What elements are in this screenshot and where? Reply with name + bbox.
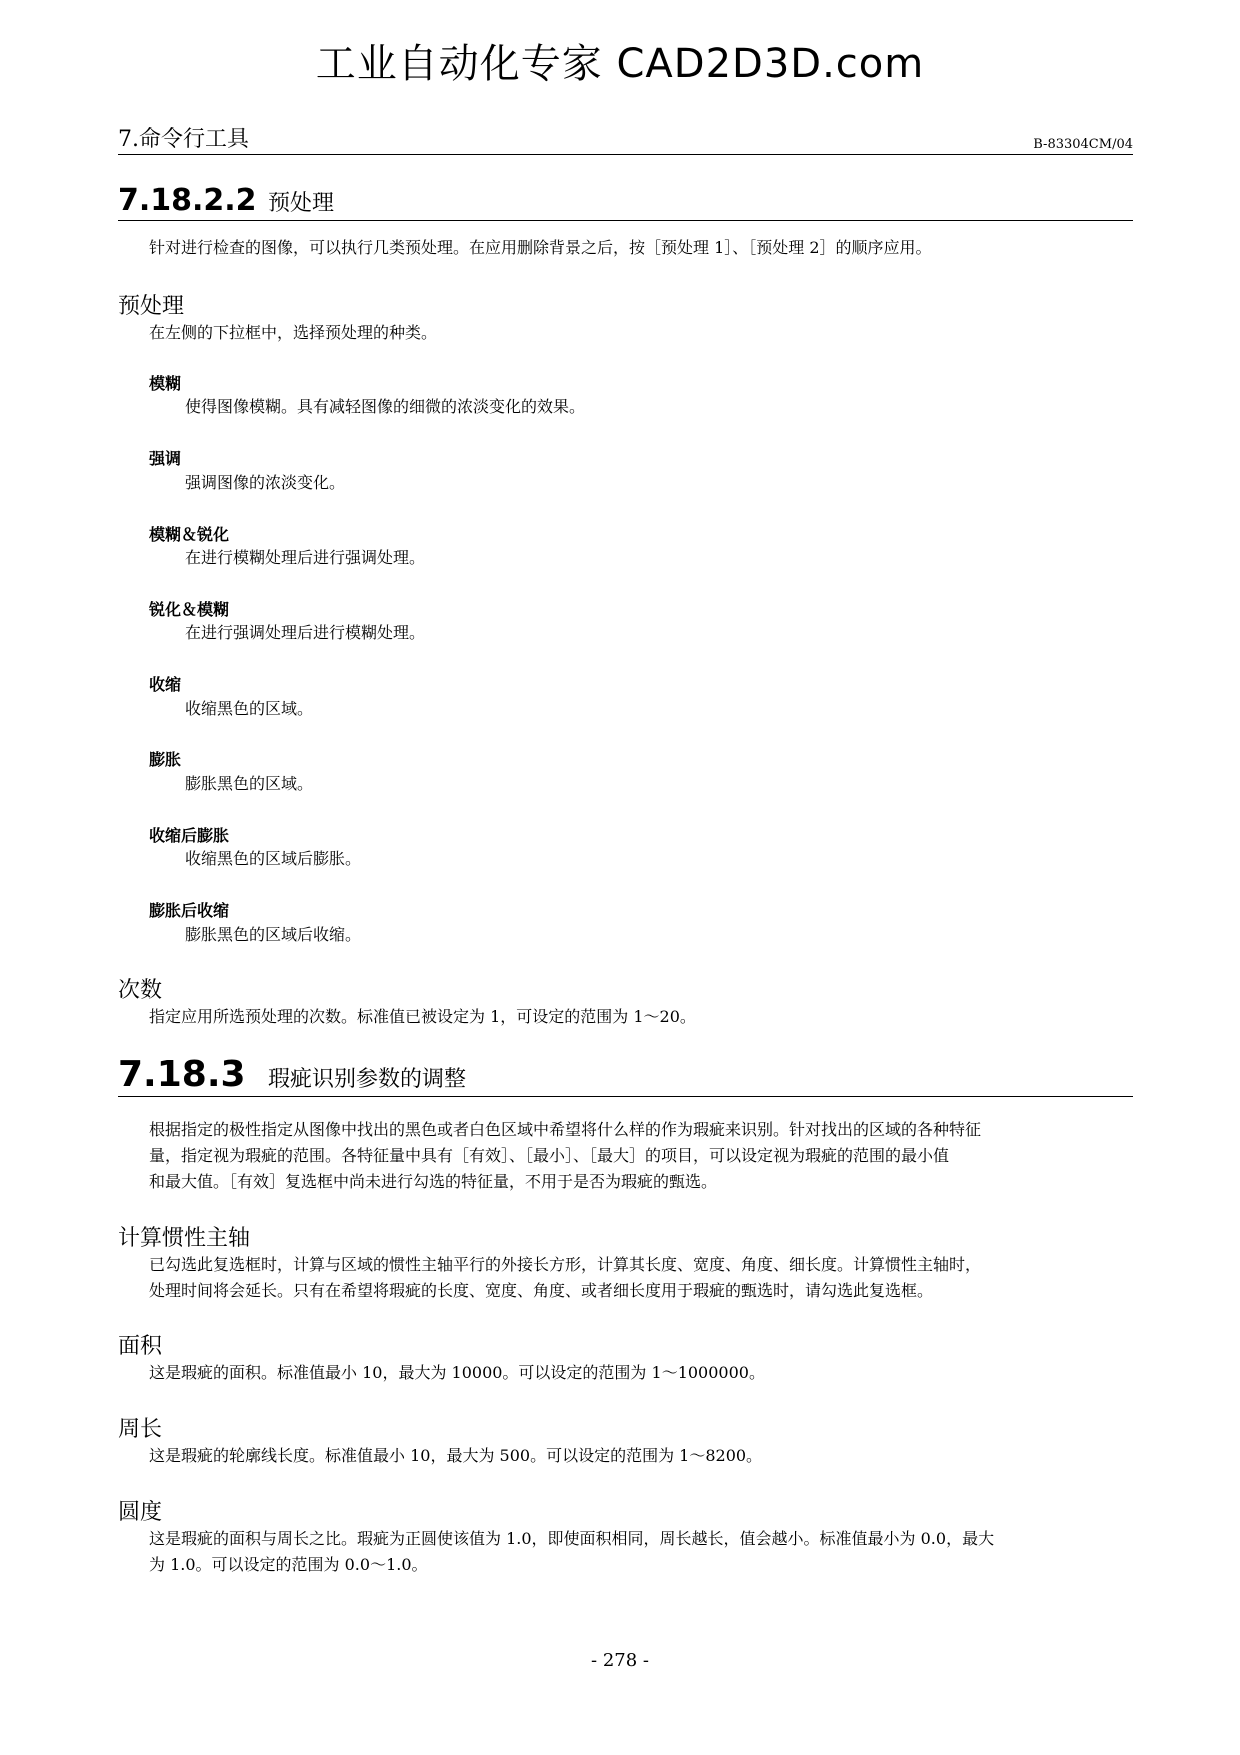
section-title: 瑕疵识别参数的调整 bbox=[268, 1067, 467, 1092]
term-open: 收缩后膨胀 bbox=[149, 826, 230, 845]
term-open-desc: 收缩黑色的区域后膨胀。 bbox=[185, 849, 362, 868]
term-erode: 收缩 bbox=[149, 675, 182, 694]
section-heading-7-18-3 bbox=[118, 1050, 1133, 1097]
running-header bbox=[118, 124, 1133, 155]
preprocess-heading: 预处理 bbox=[118, 294, 185, 319]
param-desc-perimeter: 这是瑕疵的轮廓线长度。标准值最小 10，最大为 500。可以设定的范围为 1～8200。 bbox=[149, 1446, 763, 1465]
section-intro: 针对进行检查的图像，可以执行几类预处理。在应用删除背景之后，按［预处理 1］、［预处理 2］的顺序应用。 bbox=[149, 238, 932, 257]
term-blur-sharpen-desc: 在进行模糊处理后进行强调处理。 bbox=[185, 548, 426, 567]
param-desc-area: 这是瑕疵的面积。标准值最小 10，最大为 10000。可以设定的范围为 1～1000000。 bbox=[149, 1363, 765, 1382]
section-intro-line-1: 根据指定的极性指定从图像中找出的黑色或者白色区域中希望将什么样的作为瑕疵来识别。针对找出的区域的各种特征 bbox=[149, 1120, 982, 1139]
param-heading-inertia: 计算惯性主轴 bbox=[118, 1226, 251, 1251]
section-number: 7.18.2.2 bbox=[118, 183, 257, 218]
term-close: 膨胀后收缩 bbox=[149, 901, 230, 920]
param-heading-circularity: 圆度 bbox=[118, 1500, 163, 1525]
param-heading-perimeter: 周长 bbox=[118, 1417, 163, 1442]
term-dilate-desc: 膨胀黑色的区域。 bbox=[185, 774, 314, 793]
section-intro-line-3: 和最大值。［有效］复选框中尚未进行勾选的特征量，不用于是否为瑕疵的甄选。 bbox=[149, 1172, 718, 1191]
param-desc-circularity-line-2: 为 1.0。可以设定的范围为 0.0～1.0。 bbox=[149, 1555, 428, 1574]
term-erode-desc: 收缩黑色的区域。 bbox=[185, 699, 314, 718]
count-heading: 次数 bbox=[118, 978, 163, 1003]
watermark: 工业自动化专家 CAD2D3D.com bbox=[315, 41, 925, 87]
param-desc-inertia-line-2: 处理时间将会延长。只有在希望将瑕疵的长度、宽度、角度、或者细长度用于瑕疵的甄选时，请勾选此复选框。 bbox=[149, 1281, 934, 1300]
preprocess-desc: 在左侧的下拉框中，选择预处理的种类。 bbox=[149, 323, 438, 342]
count-desc: 指定应用所选预处理的次数。标准值已被设定为 1，可设定的范围为 1～20。 bbox=[149, 1007, 696, 1026]
term-sharpen-blur-desc: 在进行强调处理后进行模糊处理。 bbox=[185, 623, 426, 642]
section-number: 7.18.3 bbox=[118, 1054, 246, 1095]
page-number: - 278 - bbox=[591, 1650, 649, 1671]
term-emphasize-desc: 强调图像的浓淡变化。 bbox=[185, 473, 346, 492]
term-sharpen-blur: 锐化＆模糊 bbox=[149, 600, 230, 619]
term-close-desc: 膨胀黑色的区域后收缩。 bbox=[185, 925, 362, 944]
param-desc-circularity-line-1: 这是瑕疵的面积与周长之比。瑕疵为正圆使该值为 1.0，即使面积相同，周长越长，值会越小。标准值最小为 0.0，最大 bbox=[149, 1529, 995, 1548]
section-intro-line-2: 量，指定视为瑕疵的范围。各特征量中具有［有效］、［最小］、［最大］的项目，可以设定视为瑕疵的范围的最小值 bbox=[149, 1146, 950, 1165]
term-emphasize: 强调 bbox=[149, 449, 182, 468]
section-title: 预处理 bbox=[268, 191, 335, 216]
param-desc-inertia-line-1: 已勾选此复选框时，计算与区域的惯性主轴平行的外接长方形，计算其长度、宽度、角度、细长度。计算惯性主轴时， bbox=[149, 1255, 982, 1274]
term-blur-desc: 使得图像模糊。具有减轻图像的细微的浓淡变化的效果。 bbox=[185, 397, 586, 416]
document-code: B-83304CM/04 bbox=[1033, 137, 1133, 152]
term-dilate: 膨胀 bbox=[149, 750, 182, 769]
term-blur-sharpen: 模糊＆锐化 bbox=[149, 525, 230, 544]
section-heading-7-18-2-2 bbox=[118, 176, 1133, 221]
param-heading-area: 面积 bbox=[118, 1334, 163, 1359]
chapter-title: 7.命令行工具 bbox=[118, 127, 249, 152]
term-blur: 模糊 bbox=[149, 374, 182, 393]
